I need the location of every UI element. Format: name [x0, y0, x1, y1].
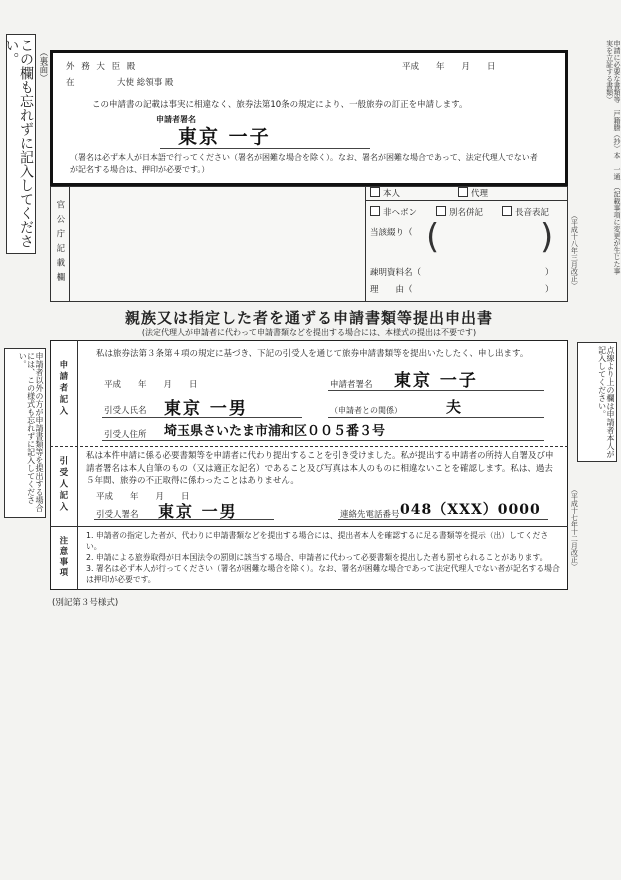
- check-divider: [365, 200, 568, 201]
- footer-form-label: (別記第３号様式): [52, 598, 119, 608]
- signature-label: 申請者署名: [156, 115, 196, 124]
- left-submitter-note: 申請者以外の方が申請書類等を提出する場合には、この様式も忘れずに記入してください。: [4, 348, 46, 518]
- applicant-signature-value[interactable]: 東京 一子: [394, 371, 478, 391]
- check-honnin[interactable]: [370, 187, 400, 199]
- check-dairi[interactable]: [458, 187, 488, 199]
- signature-value[interactable]: 東京 一子: [178, 126, 271, 148]
- receiver-signature-label: 引受人署名: [96, 510, 139, 520]
- applicant-date: 平成 年 月 日: [104, 380, 198, 390]
- note-item-2: 2. 申請による旅券取得が日本国法令の罰則に該当する場合、申請者に代わって必要書類を提出した者も罰せられることがあります。: [86, 553, 548, 562]
- signature-underline: [160, 148, 370, 149]
- form-title: 親族又は指定した者を通ずる申請書類等提出申出書: [124, 309, 493, 327]
- receiver-signature-value[interactable]: 東京 一男: [158, 502, 238, 521]
- receiver-section-label: 引受人記入: [57, 456, 68, 514]
- applicant-signature-label: 申請者署名: [330, 380, 373, 390]
- official-use-label: 官公庁記載欄: [54, 200, 65, 287]
- note-item-3: 3. 署名は必ず本人が行ってください（署名が困難な場合を除く）。なお、署名が困難な場合であって法定代理人でない者が記名する場合は押印が必要です。: [86, 564, 560, 584]
- ambassador-line: 在 大使 総領事 殿: [66, 78, 174, 88]
- receiver-address-label: 引受人住所: [104, 430, 147, 440]
- signature-note: （署名は必ず本人が日本語で行ってください（署名が困難な場合を除く）。なお、署名が困難な場合であって、法定代理人でない者が記名する場合は、押印が必要です。）: [70, 153, 538, 174]
- doc-close: ）: [545, 268, 554, 278]
- receiver-signature-underline: [94, 519, 274, 520]
- checkbox-icon: [370, 187, 380, 197]
- check-honnin-label: 本人: [383, 189, 401, 199]
- right-applicant-note: 点線より上の欄は申請者本人が記入してください。: [577, 342, 617, 462]
- check-non-hebon[interactable]: [370, 206, 417, 218]
- receiver-name-label: 引受人氏名: [104, 406, 147, 416]
- office-revision-date: （平成十八年三月改正）: [570, 212, 579, 289]
- dotted-divider: [50, 446, 568, 447]
- checkbox-icon: [458, 187, 468, 197]
- checkbox-icon: [370, 206, 380, 216]
- ura-label: （裏面）: [37, 48, 48, 82]
- required-documents-note: 申請に必要な書類等 戸籍謄（抄）本 一通 （記載事項に変更が生じた事実を立証する書類）: [605, 40, 621, 275]
- phone-value[interactable]: 048（XXX）0000: [400, 502, 541, 518]
- relation-value[interactable]: 夫: [446, 398, 464, 416]
- check-dairi-label: 代理: [471, 189, 489, 199]
- spelling-label: 当該綴り（: [370, 228, 413, 238]
- note-item-1: 1. 申請者の指定した者が、代わりに申請書類などを提出する場合には、提出者本人を確認するに足る書類等を提示（出）してください。: [86, 531, 549, 551]
- receiver-address-value[interactable]: 埼玉県さいたま市浦和区００５番３号: [164, 424, 386, 439]
- check-betsumei[interactable]: [436, 206, 483, 218]
- receiver-name-value[interactable]: 東京 一男: [164, 399, 248, 419]
- minister-line: 外 務 大 臣 殿: [66, 62, 138, 72]
- applicant-signature-underline: [328, 390, 544, 391]
- notes-section-label: 注意事項: [57, 536, 68, 578]
- check-chouon-label: 長音表記: [515, 208, 550, 218]
- check-betsumei-label: 別名併記: [449, 208, 484, 218]
- receiver-name-underline: [102, 417, 302, 418]
- date-line: 平成 年 月 日: [402, 62, 496, 72]
- doc-label: 疎明資料名（: [370, 268, 422, 278]
- checkbox-icon: [502, 206, 512, 216]
- spelling-paren-close: ): [540, 217, 554, 257]
- checkbox-icon: [436, 206, 446, 216]
- form-subtitle: (法定代理人が申請者に代わって申請書類などを提出する場合には、本様式の提出は不要です): [141, 328, 477, 337]
- notes-revision-date: （平成十七年十二月改正）: [570, 486, 579, 570]
- receiver-statement: 私は本件申請に係る必要書類等を申請者に代わり提出することを引き受けました。私が提出する申請者の所持人自署及び申請者署名は本人自筆のもの（又は適正な記名）であること及び写真は本人のものに相違ないことを確認します。私は、過去５年間、旅券の不正取得に係わったことはありません。: [86, 451, 554, 486]
- spelling-paren-open: (: [426, 217, 440, 257]
- relation-label: （申請者との関係）: [330, 406, 402, 415]
- phone-label: 連絡先電話番号: [340, 510, 400, 520]
- declaration-text: この申請書の記載は事実に相違なく、旅券法第10条の規定により、一般旅券の訂正を申請します。: [92, 100, 468, 110]
- reason-label: 理 由（: [370, 285, 413, 295]
- receiver-address-underline: [102, 440, 544, 441]
- applicant-statement: 私は旅券法第３条第４項の規定に基づき、下記の引受人を通じて旅券申請書類等を提出いたしたく、申し出ます。: [96, 349, 529, 359]
- notes-list: [86, 530, 560, 585]
- relation-underline: [328, 417, 544, 418]
- reason-close: ）: [545, 285, 554, 295]
- notes-divider: [50, 526, 568, 527]
- side-reminder-note: この欄も忘れずに記入してください。: [6, 34, 36, 254]
- receiver-date: 平成 年 月 日: [96, 492, 190, 502]
- applicant-section-label: 申請者記入: [57, 360, 68, 418]
- check-non-hebon-label: 非ヘボン: [383, 208, 418, 218]
- phone-underline: [338, 519, 548, 520]
